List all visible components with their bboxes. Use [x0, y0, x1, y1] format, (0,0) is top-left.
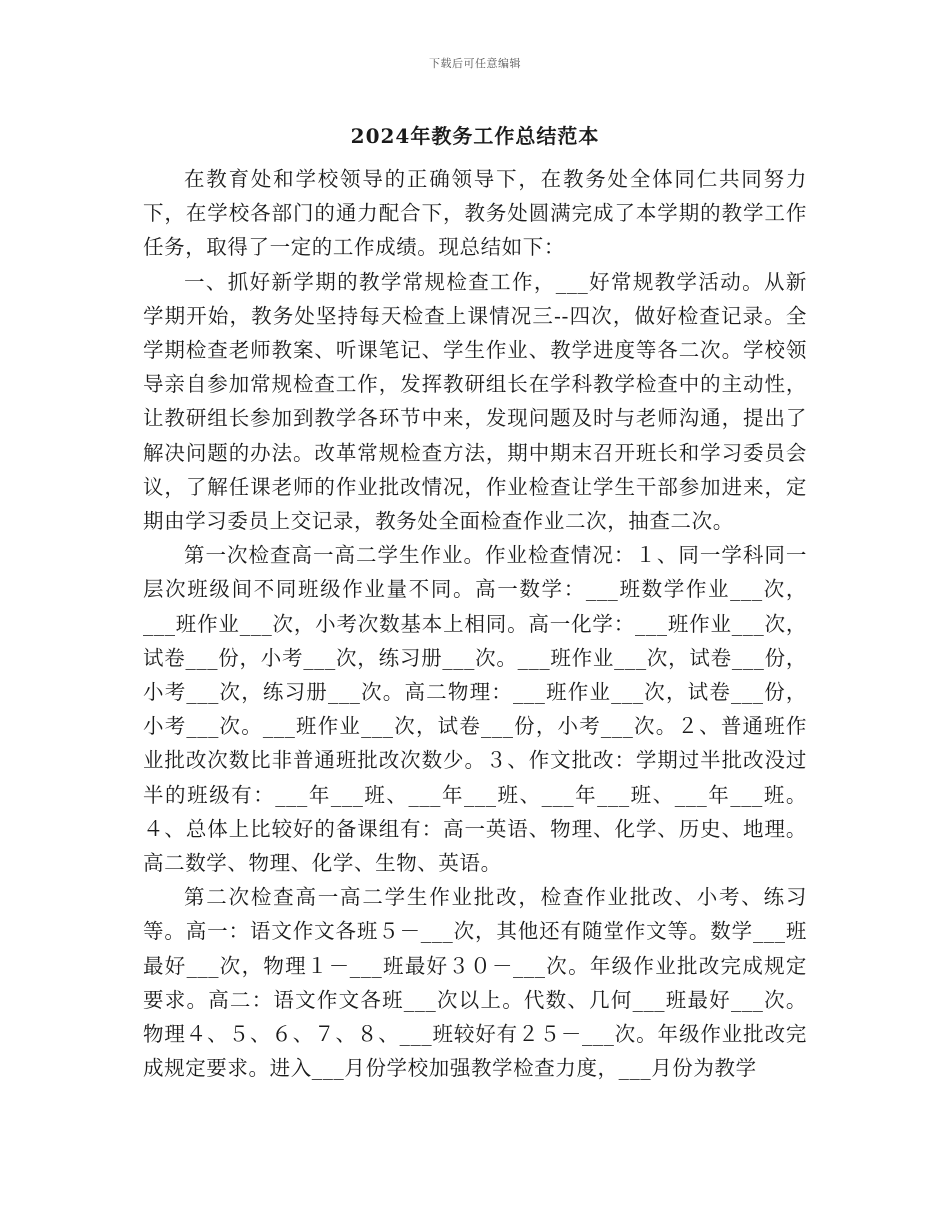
- document-body: [143, 162, 807, 1085]
- document-title: 2024年教务工作总结范本: [350, 124, 600, 148]
- paragraph-first-check: 第一次检查高一高二学生作业。作业检查情况：１、同一学科同一层次班级间不同班级作业量不同。高一数学：___班数学作业___次，___班作业___次，小考次数基本上相同。高一化学：___班作业___次，试卷___份，小考___次，练习册___次。___班作业___次，试卷___份，小考___次，练习册___次。高二物理：___班作业___次，试卷___份，小考___次。___班作业___次，试卷___份，小考___次。２、普通班作业批改次数比非普通班批改次数少。３、作文批改：学期过半批改没过半的班级有：___年___班、___年___班、___年___班、___年___班。４、总体上比较好的备课组有：高一英语、物理、化学、历史、地理。高二数学、物理、化学、生物、英语。: [143, 543, 807, 876]
- paragraph-intro: 在教育处和学校领导的正确领导下，在教务处全体同仁共同努力下，在学校各部门的通力配合下，教务处圆满完成了本学期的教学工作任务，取得了一定的工作成绩。现总结如下：: [143, 167, 807, 260]
- header-note: 下载后可任意编辑: [429, 57, 521, 70]
- paragraph-second-check: 第二次检查高一高二学生作业批改，检查作业批改、小考、练习等。高一：语文作文各班５－___次，其他还有随堂作文等。数学___班最好___次，物理１－___班最好３０－___次。年级作业批改完成规定要求。高二：语文作文各班___次以上。代数、几何___班最好___次。物理４、５、６、７、８、___班较好有２５－___次。年级作业批改完成规定要求。进入___月份学校加强教学检查力度，___月份为教学: [143, 885, 807, 1081]
- paragraph-section-one: 一、抓好新学期的教学常规检查工作，___好常规教学活动。从新学期开始，教务处坚持每天检查上课情况三--四次，做好检查记录。全学期检查老师教案、听课笔记、学生作业、教学进度等各二次。学校领导亲自参加常规检查工作，发挥教研组长在学科教学检查中的主动性，让教研组长参加到教学各环节中来，发现问题及时与老师沟通，提出了解决问题的办法。改革常规检查方法，期中期末召开班长和学习委员会议，了解任课老师的作业批改情况，作业检查让学生干部参加进来，定期由学习委员上交记录，教务处全面检查作业二次，抽查二次。: [143, 269, 807, 534]
